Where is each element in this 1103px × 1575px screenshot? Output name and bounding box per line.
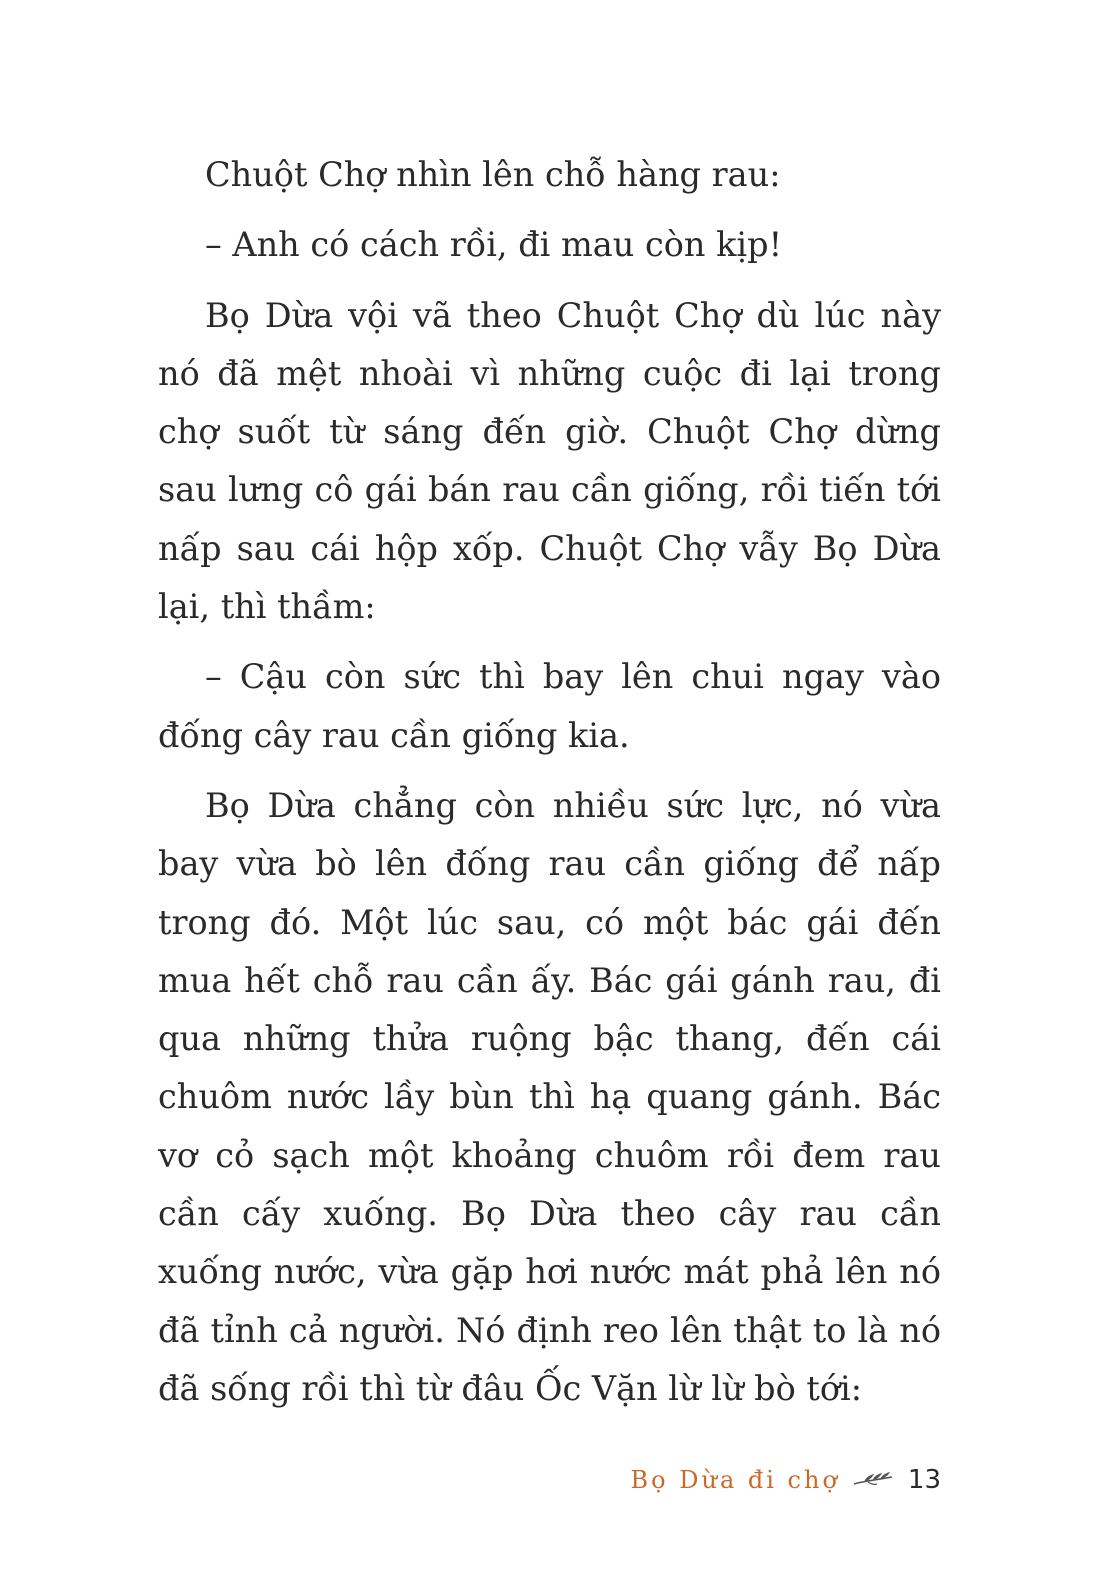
paragraph-2-dialogue: – Anh có cách rồi, đi mau còn kịp! xyxy=(205,225,783,265)
leaf-sprig-icon xyxy=(852,1469,896,1491)
paragraph-5: Bọ Dừa chẳng còn nhiều sức lực, nó vừa bay vừa bò lên đống rau cần giống để nấp trong đó. Một lúc sau, có một bác gái đến mua hết chỗ rau cần ấy. Bác gái gánh rau, đi qua những thửa ruộng bậc thang, đến cái chuôm nước lầy bùn thì hạ quang gánh. Bác vơ cỏ sạch một khoảng chuôm rồi đem rau cần cấy xuống. Bọ Dừa theo cây rau cần xuống nước, vừa gặp hơi nước mát phả lên nó đã tỉnh cả người. Nó định reo lên thật to là nó đã sống rồi thì từ đâu Ốc Vặn lừ lừ bò tới: xyxy=(158,785,941,1408)
paragraph-1: Chuột Chợ nhìn lên chỗ hàng rau: xyxy=(205,155,781,194)
page-footer xyxy=(631,1460,941,1500)
page-number: 13 xyxy=(907,1465,941,1495)
running-title: Bọ Dừa đi chợ xyxy=(630,1466,840,1494)
paragraph-4-dialogue: – Cậu còn sức thì bay lên chui ngay vào đống cây rau cần giống kia. xyxy=(158,657,941,755)
body-text xyxy=(158,146,941,1418)
paragraph-3: Bọ Dừa vội vã theo Chuột Chợ dù lúc này nó đã mệt nhoài vì những cuộc đi lại trong chợ suốt từ sáng đến giờ. Chuột Chợ dừng sau lưng cô gái bán rau cần giống, rồi tiến tới nấp sau cái hộp xốp. Chuột Chợ vẫy Bọ Dừa lại, thì thầm: xyxy=(158,295,941,627)
